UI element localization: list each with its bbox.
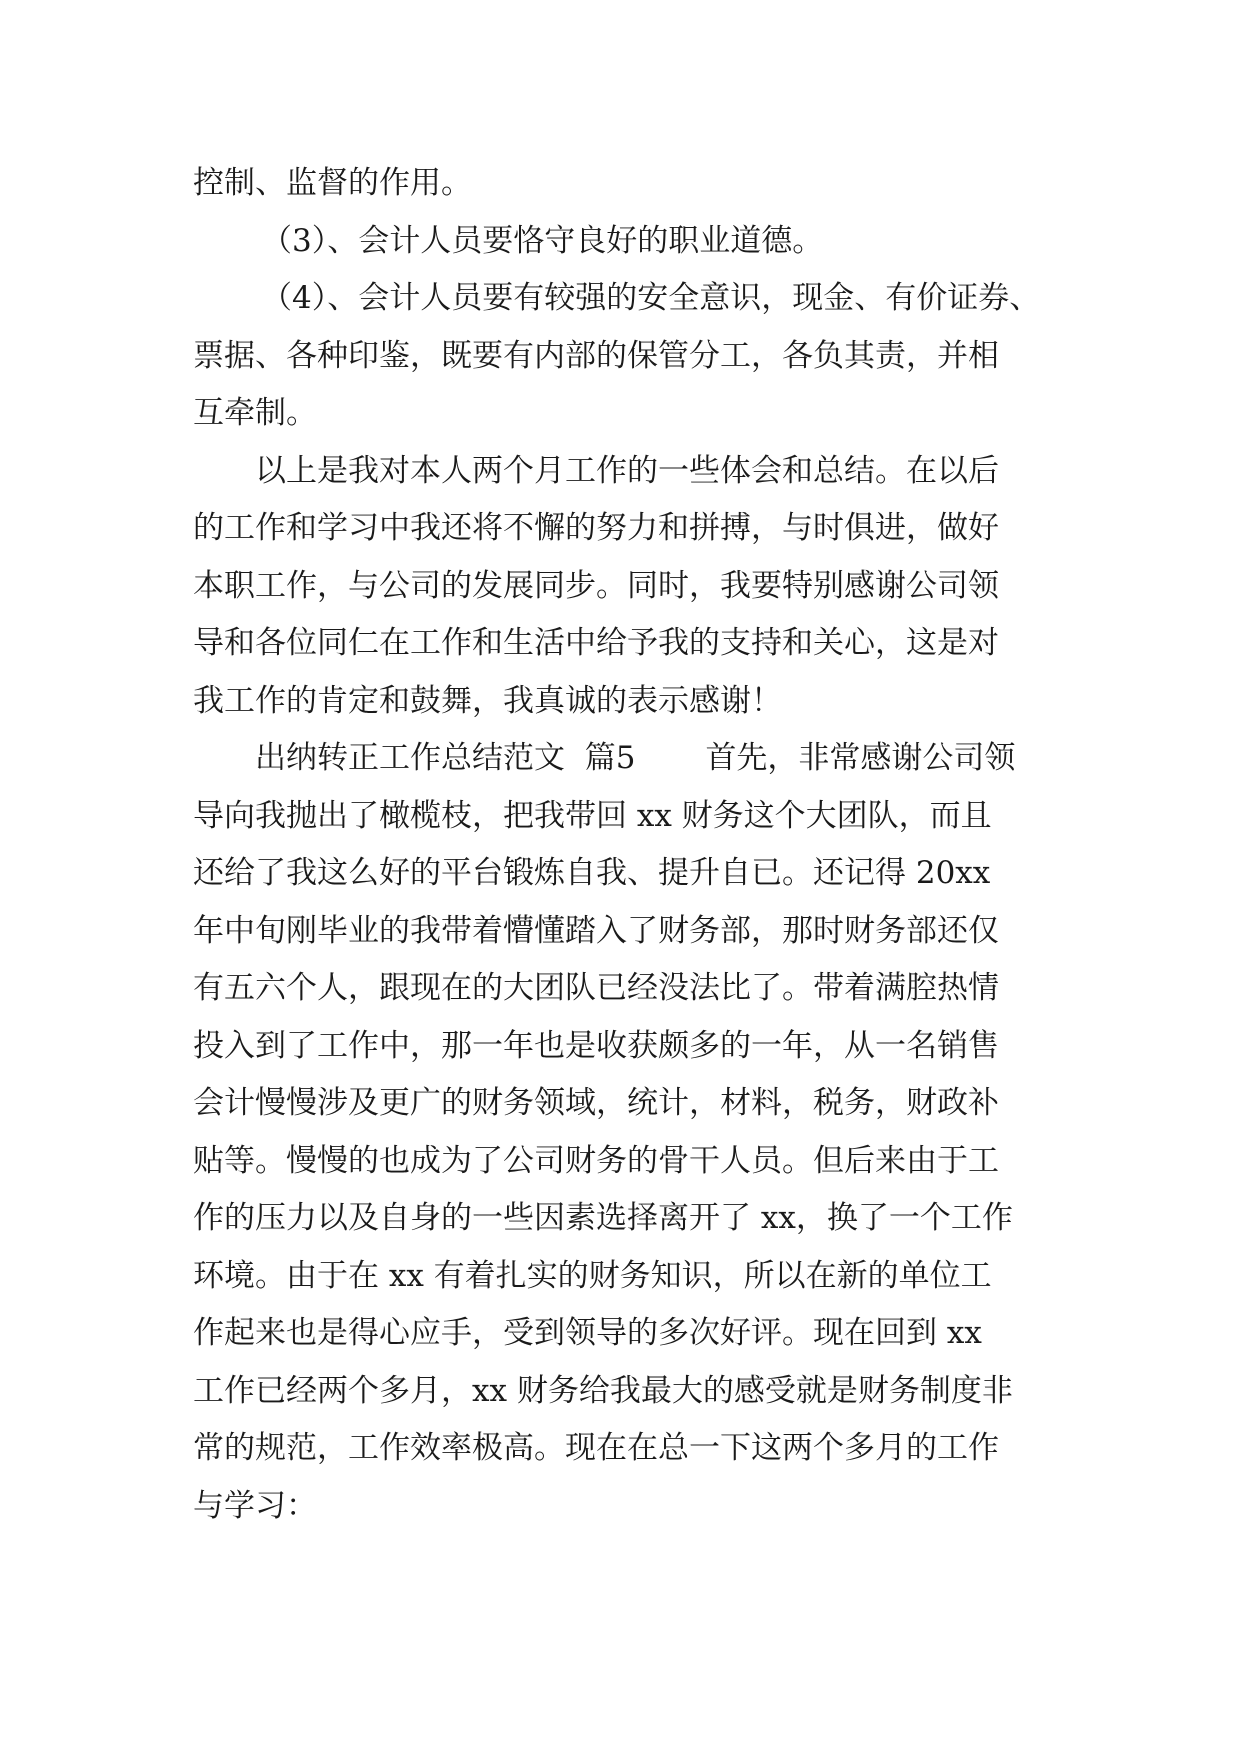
document-body xyxy=(193,155,1055,1535)
text-line: 导和各位同仁在工作和生活中给予我的支持和关心，这是对 xyxy=(193,625,999,661)
text-line: （4）、会计人员要有较强的安全意识，现金、有价证券、 xyxy=(261,280,1041,316)
text-line: 与学习： xyxy=(193,1487,317,1524)
section-lead-text: 首先，非常感谢公司领 xyxy=(705,740,1016,776)
text-line: 贴等。慢慢的也成为了公司财务的骨干人员。但后来由于工 xyxy=(193,1142,999,1179)
text-line: 互牵制。 xyxy=(193,395,317,431)
text-line: 导向我抛出了橄榄枝，把我带回 xx 财务这个大团队，而且 xyxy=(193,797,992,834)
text-line: 本职工作，与公司的发展同步。同时，我要特别感谢公司领 xyxy=(193,567,999,604)
text-line: 工作已经两个多月，xx 财务给我最大的感受就是财务制度非 xyxy=(193,1372,1013,1409)
text-line: 作起来也是得心应手，受到领导的多次好评。现在回到 xx xyxy=(193,1315,982,1351)
text-line: 有五六个人，跟现在的大团队已经没法比了。带着满腔热情 xyxy=(193,970,999,1006)
section-heading-line xyxy=(193,730,1055,788)
text-line: （3）、会计人员要恪守良好的职业道德。 xyxy=(261,222,824,259)
section-heading: 出纳转正工作总结范文 篇5 xyxy=(255,740,636,776)
text-line: 作的压力以及自身的一些因素选择离开了 xx，换了一个工作 xyxy=(193,1200,1013,1236)
text-line: 的工作和学习中我还将不懈的努力和拼搏，与时俱进，做好 xyxy=(193,510,999,546)
text-line: 还给了我这么好的平台锻炼自我、提升自已。还记得 20xx xyxy=(193,855,991,891)
text-line: 票据、各种印鉴，既要有内部的保管分工，各负其责，并相 xyxy=(193,337,999,374)
text-line: 环境。由于在 xx 有着扎实的财务知识，所以在新的单位工 xyxy=(193,1257,992,1294)
text-line: 我工作的肯定和鼓舞，我真诚的表示感谢！ xyxy=(193,682,782,719)
text-line: 常的规范，工作效率极高。现在在总一下这两个多月的工作 xyxy=(193,1430,999,1466)
text-line: 年中旬刚毕业的我带着懵懂踏入了财务部，那时财务部还仅 xyxy=(193,912,999,949)
text-line: 以上是我对本人两个月工作的一些体会和总结。在以后 xyxy=(255,452,999,489)
text-line: 投入到了工作中，那一年也是收获颇多的一年，从一名销售 xyxy=(193,1027,999,1064)
text-line: 会计慢慢涉及更广的财务领域，统计，材料，税务，财政补 xyxy=(193,1085,999,1121)
text-line: 控制、监督的作用。 xyxy=(193,165,472,201)
